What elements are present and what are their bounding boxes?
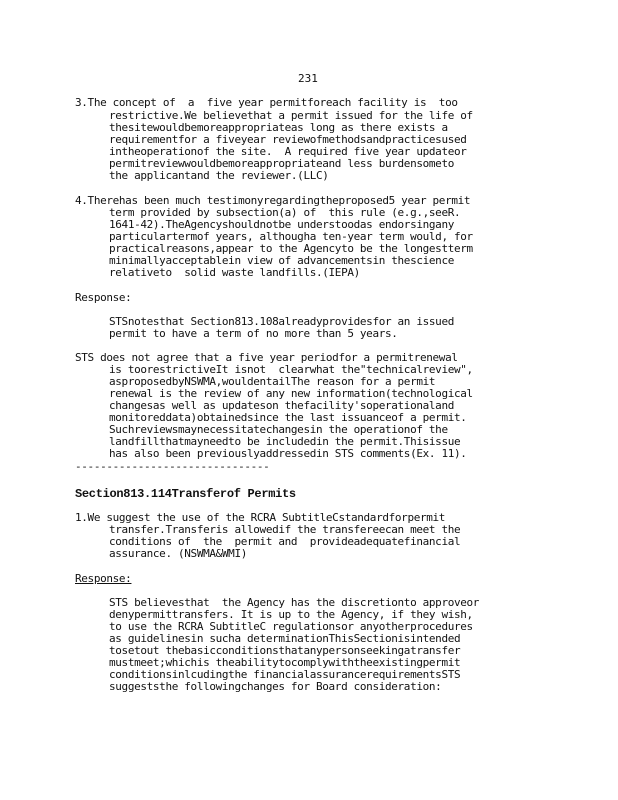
- response-line: STSnotesthat Section813.108alreadyprovidesfor an issued: [109, 315, 454, 328]
- response-line: suggeststhe followingchanges for Board consideration:: [109, 680, 442, 693]
- response-line: conditionsinlcudingthe financialassurancerequirementsSTS: [109, 668, 461, 681]
- sts-line: Suchreviewsmaynecessitatechangesin the operationof the: [109, 423, 448, 436]
- comment-4-line: term provided by subsection(a) of this rule (e.g.,seeR.: [109, 206, 461, 219]
- response-line: tosetout thebasicconditionsthatanypersonseekingatransfer: [109, 644, 461, 657]
- sts-line: is toorestrictiveIt isnot clearwhat the"technicalreview",: [109, 363, 473, 376]
- comment-4-line: 4.Therehas been much testimonyregardingtheproposed5 year permit: [75, 194, 471, 207]
- comment-4-line: 1641-42).TheAgencyshouldnotbe understoodas endorsingany: [109, 218, 454, 231]
- sts-line: renewal is the review of any new information(technological: [109, 387, 473, 400]
- response-line: denypermittransfers. It is up to the Agency, if they wish,: [109, 608, 473, 621]
- sts-line: has also been previouslyaddressedin STS comments(Ex. 11).: [109, 447, 467, 460]
- sts-line: monitoreddata)obtainedsince the last issuanceof a permit.: [109, 411, 467, 424]
- comment-3-line: intheoperationof the site. A required five year updateor: [109, 145, 467, 158]
- comment-4-line: practicalreasons,appear to the Agencyto be the longestterm: [109, 242, 473, 255]
- comment-3-line: requirementfor a fiveyear reviewofmethodsandpracticesused: [109, 133, 467, 146]
- comment-3-line: the applicantand the reviewer.(LLC): [109, 169, 329, 182]
- comment-3-line: restrictive.We believethat a permit issued for the life of: [109, 109, 473, 122]
- divider-line: -------------------------------: [75, 460, 270, 473]
- comment-3-line: 3.The concept of a five year permitforeach facility is too: [75, 96, 458, 109]
- response-line: STS believesthat the Agency has the discretionto approveor: [109, 596, 480, 609]
- sts-line: landfillthatmayneedto be includedin the permit.Thisissue: [109, 435, 461, 448]
- section-heading: Section813.114Transferof Permits: [75, 487, 296, 501]
- response-label-underlined: Response:: [75, 572, 132, 585]
- comment-4-line: minimallyacceptablein view of advancementsin thescience: [109, 254, 454, 267]
- sts-line: changesas well as updateson thefacility'soperationaland: [109, 399, 454, 412]
- comment-3-line: permitreviewwouldbemoreappropriateand less burdensometo: [109, 157, 454, 170]
- sts-line: STS does not agree that a five year periodfor a permitrenewal: [75, 351, 458, 364]
- comment-1-line: conditions of the permit and provideadequatefinancial: [109, 535, 461, 548]
- sts-line: asproposedbyNSWMA,wouldentailThe reason for a permit: [109, 375, 436, 388]
- response-line: mustmeet;whichis theabilitytocomplywiththeexistingpermit: [109, 656, 461, 669]
- response-line: as guidelinesin sucha determinationThisSectionisintended: [109, 632, 461, 645]
- comment-1-line: 1.We suggest the use of the RCRA SubtitleCstandardforpermit: [75, 511, 446, 524]
- page-number: 231: [298, 72, 318, 85]
- comment-4-line: relativeto solid waste landfills.(IEPA): [109, 266, 360, 279]
- comment-1-line: transfer.Transferis allowedif the transfereecan meet the: [109, 523, 461, 536]
- comment-4-line: particulartermof years, althougha ten-year term would, for: [109, 230, 473, 243]
- comment-1-line: assurance. (NSWMA&WMI): [109, 547, 247, 560]
- response-line: permit to have a term of no more than 5 years.: [109, 327, 398, 340]
- response-line: to use the RCRA SubtitleC regulationsor anyotherprocedures: [109, 620, 473, 633]
- comment-3-line: thesitewouldbemoreappropriateas long as there exists a: [109, 121, 448, 134]
- response-label: Response:: [75, 291, 132, 304]
